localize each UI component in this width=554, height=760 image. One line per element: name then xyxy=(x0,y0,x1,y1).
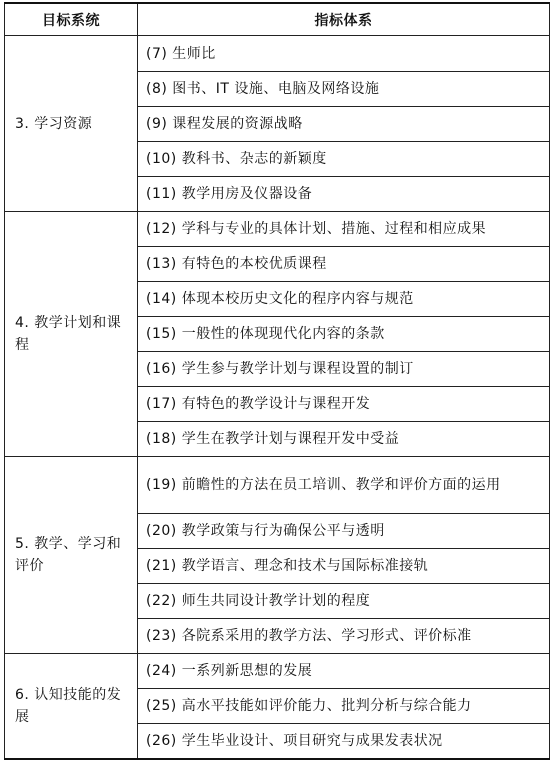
indicator-cell: (24) 一系列新思想的发展 xyxy=(138,654,550,689)
table-row xyxy=(5,457,550,514)
indicator-cell: (11) 教学用房及仪器设备 xyxy=(138,177,550,212)
indicator-table xyxy=(4,2,550,760)
indicator-cell: (17) 有特色的教学设计与课程开发 xyxy=(138,387,550,422)
indicator-cell: (9) 课程发展的资源战略 xyxy=(138,107,550,142)
table-row xyxy=(5,36,550,72)
category-cell: 6. 认知技能的发展 xyxy=(5,654,138,760)
category-cell: 4. 教学计划和课程 xyxy=(5,212,138,457)
indicator-cell: (15) 一般性的体现现代化内容的条款 xyxy=(138,317,550,352)
category-cell: 5. 教学、学习和评价 xyxy=(5,457,138,654)
indicator-cell: (8) 图书、IT 设施、电脑及网络设施 xyxy=(138,72,550,107)
indicator-cell: (23) 各院系采用的教学方法、学习形式、评价标准 xyxy=(138,619,550,654)
indicator-cell: (25) 高水平技能如评价能力、批判分析与综合能力 xyxy=(138,689,550,724)
indicator-cell: (12) 学科与专业的具体计划、措施、过程和相应成果 xyxy=(138,212,550,247)
indicator-cell: (21) 教学语言、理念和技术与国际标准接轨 xyxy=(138,549,550,584)
indicator-cell: (20) 教学政策与行为确保公平与透明 xyxy=(138,514,550,549)
indicator-cell: (16) 学生参与教学计划与课程设置的制订 xyxy=(138,352,550,387)
header-category: 目标系统 xyxy=(5,3,138,36)
indicator-cell: (19) 前瞻性的方法在员工培训、教学和评价方面的运用 xyxy=(138,457,550,514)
indicator-cell: (22) 师生共同设计教学计划的程度 xyxy=(138,584,550,619)
table-row xyxy=(5,654,550,689)
indicator-cell: (14) 体现本校历史文化的程序内容与规范 xyxy=(138,282,550,317)
category-cell: 3. 学习资源 xyxy=(5,36,138,212)
indicator-cell: (10) 教科书、杂志的新颖度 xyxy=(138,142,550,177)
header-indicators: 指标体系 xyxy=(138,3,550,36)
indicator-cell: (7) 生师比 xyxy=(138,36,550,72)
indicator-cell: (18) 学生在教学计划与课程开发中受益 xyxy=(138,422,550,457)
header-row xyxy=(5,3,550,36)
table-row xyxy=(5,212,550,247)
indicator-cell: (13) 有特色的本校优质课程 xyxy=(138,247,550,282)
indicator-cell: (26) 学生毕业设计、项目研究与成果发表状况 xyxy=(138,724,550,760)
